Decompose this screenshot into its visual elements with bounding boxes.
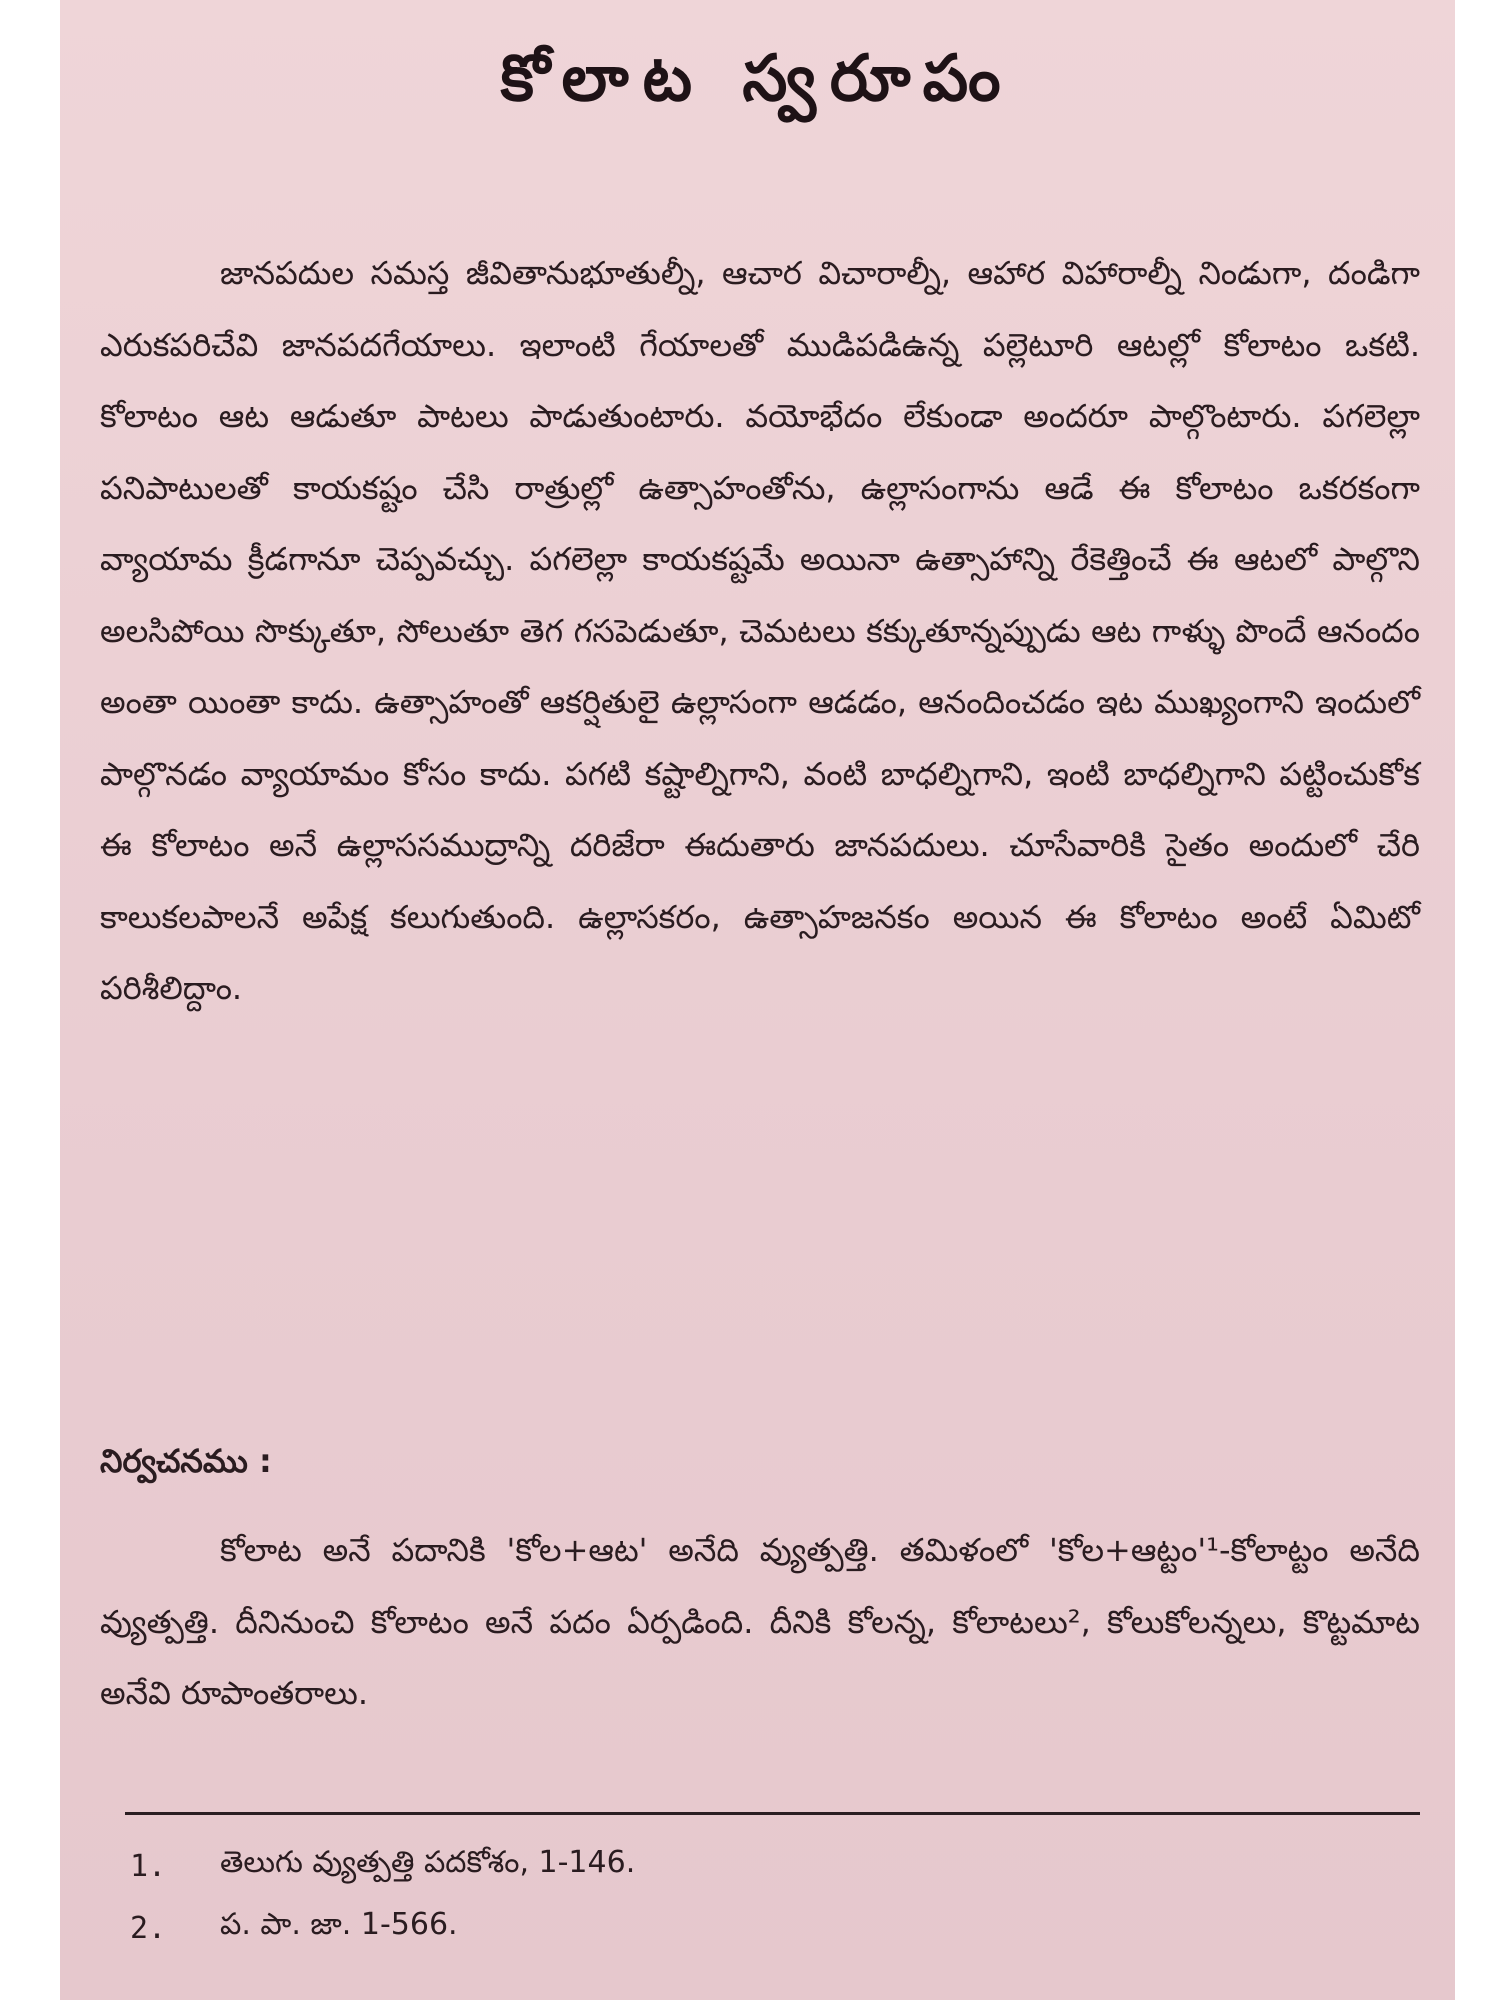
intro-paragraph: జానపదుల సమస్త జీవితానుభూతుల్నీ, ఆచార విచారాల్నీ, ఆహార విహారాల్నీ నిండుగా, దండిగా ఎరుకపరిచేవి జానపదగేయాలు. ఇలాంటి గేయాలతో ముడిపడిఉన్న పల్లెటూరి ఆటల్లో కోలాటం ఒకటి. కోలాటం ఆట ఆడుతూ పాటలు పాడుతుంటారు. వయోభేదం లేకుండా అందరూ పాల్గొంటారు. పగలెల్లా పనిపాటులతో కాయకష్టం చేసి రాత్రుల్లో ఉత్సాహంతోను, ఉల్లాసంగాను ఆడే ఈ కోలాటం ఒకరకంగా వ్యాయామ క్రీడగానూ చెప్పవచ్చు. పగలెల్లా కాయకష్టమే అయినా ఉత్సాహాన్ని రేకెత్తించే ఈ ఆటలో పాల్గొని అలసిపోయి సొక్కుతూ, సోలుతూ తెగ గసపెడుతూ, చెమటలు కక్కుతూన్నప్పుడు ఆట గాళ్ళు పొందే ఆనందం అంతా యింతా కాదు. ఉత్సాహంతో ఆకర్షితులై ఉల్లాసంగా ఆడడం, ఆనందించడం ఇట ముఖ్యంగాని ఇందులో పాల్గొనడం వ్యాయామం కోసం కాదు. పగటి కష్టాల్నిగాని, వంటి బాధల్నిగాని, ఇంటి బాధల్నిగాని పట్టించుకోక ఈ కోలాటం అనే ఉల్లాససముద్రాన్ని దరిజేరా ఈదుతారు జానపదులు. చూసేవారికి సైతం అందులో చేరి కాలుకలపాలనే అపేక్ష కలుగుతుంది. ఉల్లాసకరం, ఉత్సాహజనకం అయిన ఈ కోలాటం అంటే ఏమిటో పరిశీలిద్దాం. [100, 254, 1420, 1007]
footnote-item [130, 1835, 1410, 1897]
footnote-item [130, 1897, 1410, 1959]
footnote-text: ప. పా. జా. 1-566. [220, 1907, 458, 1942]
footnote-text: తెలుగు వ్యుత్పత్తి పదకోశం, 1-146. [220, 1845, 636, 1880]
left-margin [0, 0, 60, 2000]
chapter-title: కోలాట స్వరూపం [500, 42, 1015, 116]
book-page [60, 0, 1455, 2000]
footnotes [130, 1835, 1410, 1959]
footnote-number: 2. [130, 1910, 167, 1946]
footnote-number: 1. [130, 1848, 167, 1884]
section-heading: నిర్వచనము : [100, 1442, 272, 1480]
definition-paragraph: కోలాట అనే పదానికి 'కోల+ఆట' అనేది వ్యుత్పత్తి. తమిళంలో 'కోల+ఆట్టం'¹-కోలాట్టం అనేది వ్యుత్పత్తి. దీనినుంచి కోలాటం అనే పదం ఏర్పడింది. దీనికి కోలన్న, కోలాటలు², కోలుకోలన్నలు, కొట్టమాట అనేవి రూపాంతరాలు. [100, 1531, 1420, 1712]
right-margin [1455, 0, 1500, 2000]
footnote-divider [125, 1812, 1420, 1815]
